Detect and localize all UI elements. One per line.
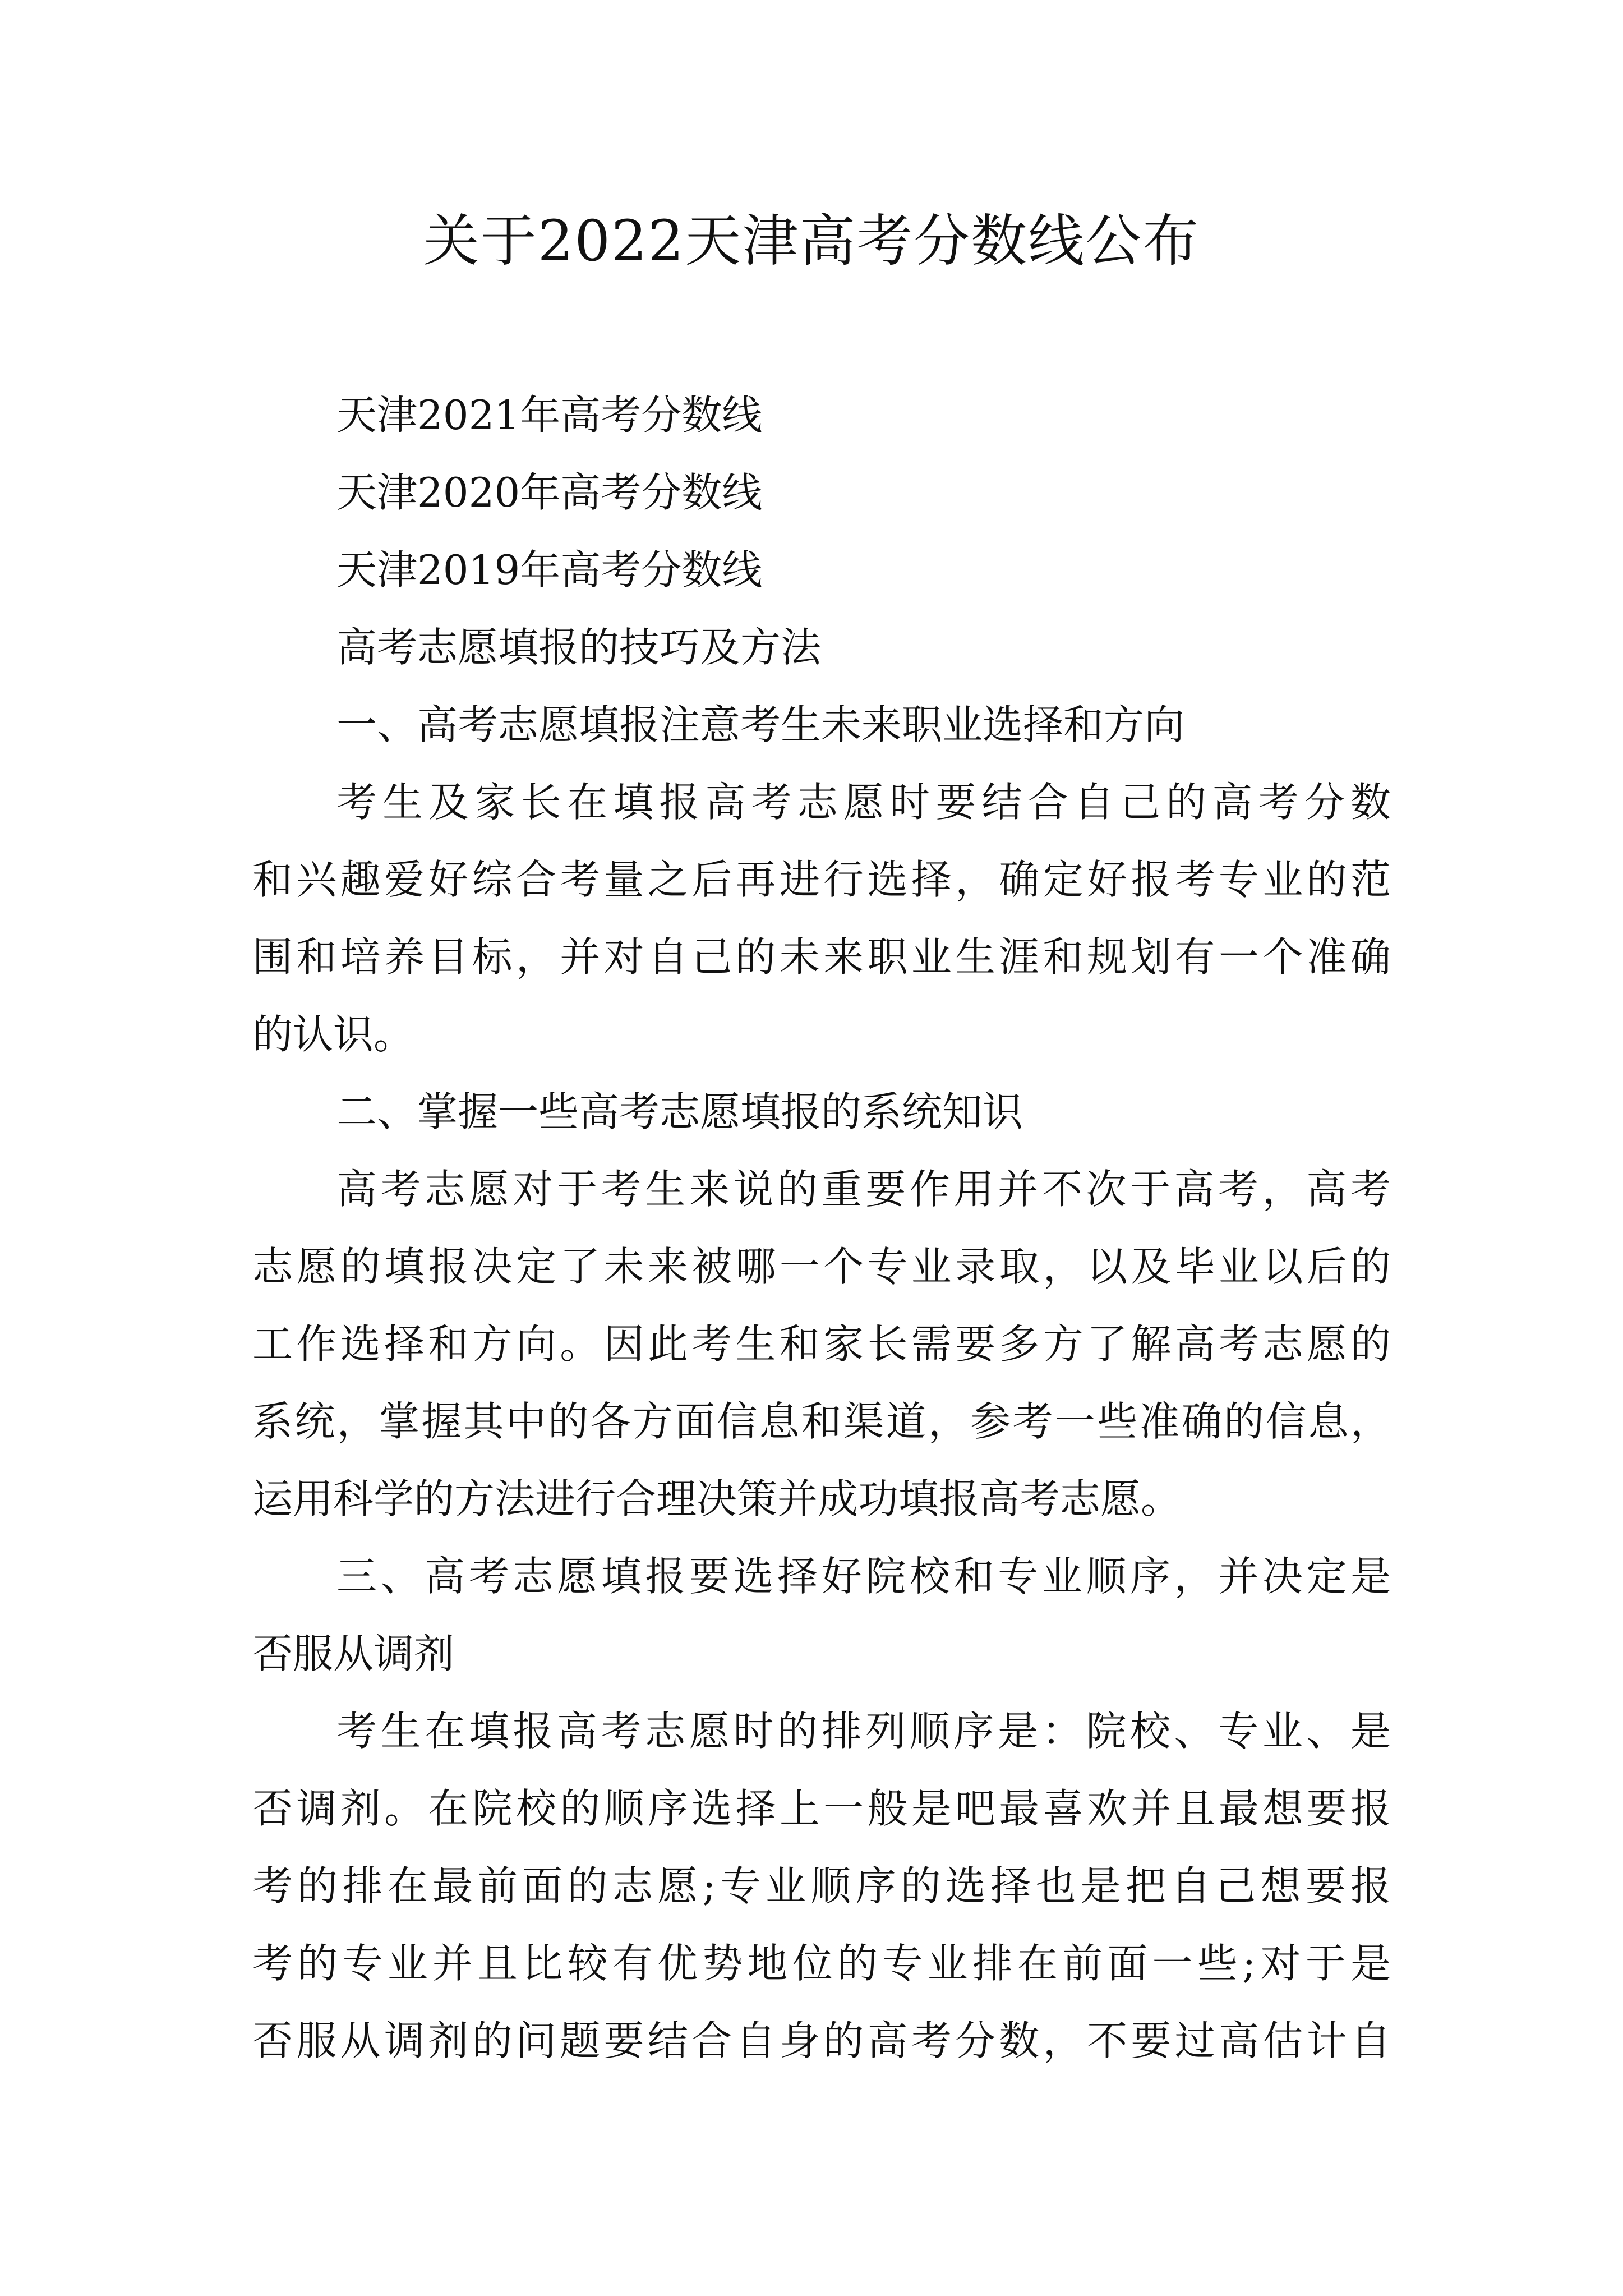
text-line: 考的排在最前面的志愿;专业顺序的选择也是把自己想要报 — [252, 1862, 1391, 1910]
text-line: 运用科学的方法进行合理决策并成功填报高考志愿。 — [252, 1475, 1182, 1522]
text-line: 高考志愿填报的技巧及方法 — [336, 624, 822, 671]
text-line: 否调剂。在院校的顺序选择上一般是吧最喜欢并且最想要报 — [252, 1785, 1391, 1832]
text-line: 高考志愿对于考生来说的重要作用并不次于高考，高考 — [336, 1166, 1391, 1213]
text-line: 系统，掌握其中的各方面信息和渠道，参考一些准确的信息， — [252, 1398, 1391, 1445]
text-line: 二、掌握一些高考志愿填报的系统知识 — [336, 1088, 1023, 1135]
text-line: 考的专业并且比较有优势地位的专业排在前面一些;对于是 — [252, 1940, 1391, 1987]
text-line: 一、高考志愿填报注意考生未来职业选择和方向 — [336, 701, 1185, 748]
text-line: 否服从调剂的问题要结合自身的高考分数，不要过高估计自 — [252, 2017, 1391, 2064]
text-line: 工作选择和方向。因此考生和家长需要多方了解高考志愿的 — [252, 1320, 1391, 1368]
document-title: 关于2022天津高考分数线公布 — [423, 208, 1200, 274]
text-line: 和兴趣爱好综合考量之后再进行选择，确定好报考专业的范 — [252, 856, 1391, 903]
text-line: 天津2020年高考分数线 — [336, 469, 763, 516]
text-line: 三、高考志愿填报要选择好院校和专业顺序，并决定是 — [336, 1553, 1391, 1600]
text-line: 围和培养目标，并对自己的未来职业生涯和规划有一个准确 — [252, 933, 1391, 981]
text-line: 天津2019年高考分数线 — [336, 546, 763, 593]
text-line: 的认识。 — [252, 1011, 414, 1058]
text-line: 志愿的填报决定了未来被哪一个专业录取，以及毕业以后的 — [252, 1243, 1391, 1290]
text-line: 否服从调剂 — [252, 1630, 455, 1677]
text-line: 考生及家长在填报高考志愿时要结合自己的高考分数 — [336, 779, 1391, 826]
text-line: 考生在填报高考志愿时的排列顺序是：院校、专业、是 — [336, 1708, 1391, 1755]
text-line: 天津2021年高考分数线 — [336, 392, 763, 439]
